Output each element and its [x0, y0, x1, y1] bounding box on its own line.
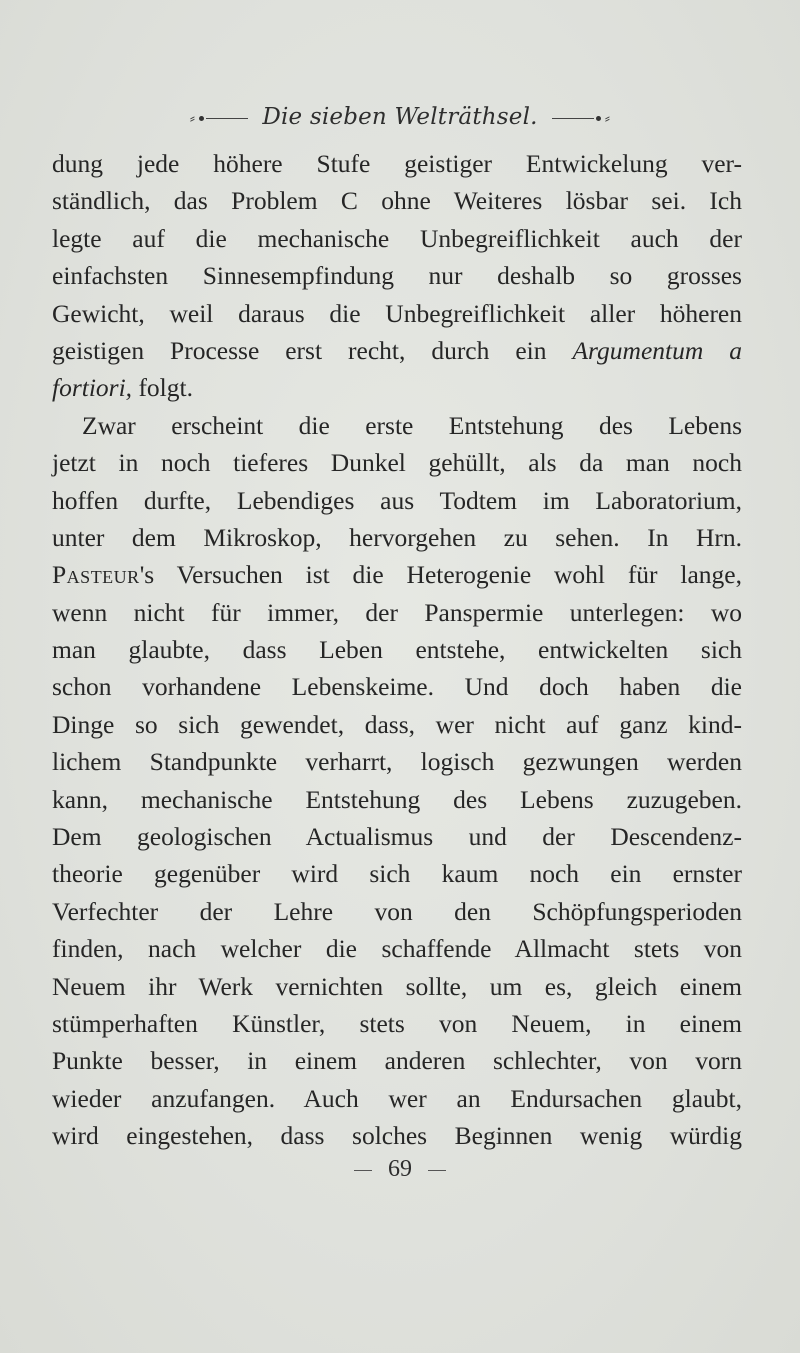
- text-line: unter dem Mikroskop, hervorgehen zu sehen. In Hrn.: [52, 522, 742, 552]
- text-line: Gewicht, weil daraus die Unbegreiflichkeit aller höheren: [52, 298, 742, 328]
- right-ornament-icon: ⸗: [552, 108, 613, 128]
- text-line: hoffen durfte, Lebendiges aus Todtem im Laboratorium,: [52, 485, 742, 515]
- text-line-paragraph-start: Zwar erscheint die erste Entstehung des Lebens: [82, 410, 742, 440]
- text-line: Dinge so sich gewendet, dass, wer nicht auf ganz kind-: [52, 709, 742, 739]
- running-head-title: Die sieben Welträthsel.: [262, 104, 538, 130]
- text-line-with-small-caps: [52, 556, 742, 593]
- text-line-part: geistigen Processe erst recht, durch ein: [52, 335, 547, 365]
- text-line-part: folgt.: [138, 373, 193, 403]
- italic-phrase-end: fortiori,: [52, 373, 133, 403]
- text-line: schon vorhandene Lebenskeime. Und doch haben die: [52, 672, 742, 702]
- text-line-part: 's Versuchen ist die Heterogenie wohl für lange,: [139, 560, 742, 590]
- text-line: einfachsten Sinnesempfindung nur deshalb so grosses: [52, 261, 742, 291]
- text-line: kann, mechanische Entstehung des Lebens zuzugeben.: [52, 784, 742, 814]
- text-line-with-italic: [52, 332, 742, 369]
- text-line: jetzt in noch tieferes Dunkel gehüllt, als da man noch: [52, 448, 742, 478]
- text-line: dung jede höhere Stufe geistiger Entwickelung ver-: [52, 149, 742, 178]
- author-name: Pasteur: [52, 560, 140, 590]
- left-ornament-icon: ⸗: [188, 108, 249, 128]
- text-line: wieder anzufangen. Auch wer an Endursachen glaubt,: [52, 1083, 742, 1113]
- text-line: Neuem ihr Werk vernichten sollte, um es, gleich einem: [52, 971, 742, 1001]
- text-line: lichem Standpunkte verharrt, logisch gezwungen werden: [52, 747, 742, 777]
- text-line: Dem geologischen Actualismus und der Descendenz-: [52, 822, 742, 852]
- text-line-paragraph-end: [52, 369, 742, 406]
- text-line: finden, nach welcher die schaffende Allmacht stets von: [52, 934, 742, 964]
- text-line: Verfechter der Lehre von den Schöpfungsperioden: [52, 896, 742, 926]
- text-line: Punkte besser, in einem anderen schlechter, von vorn: [52, 1046, 742, 1076]
- page-number-footer: [0, 1156, 800, 1183]
- italic-phrase: Argumentum a: [572, 335, 742, 365]
- text-line: legte auf die mechanische Unbegreiflichkeit auch der: [52, 223, 742, 253]
- text-line: stümperhaften Künstler, stets von Neuem, in einem: [52, 1008, 742, 1038]
- text-line: wenn nicht für immer, der Panspermie unterlegen: wo: [52, 597, 742, 627]
- text-line: ständlich, das Problem C ohne Weiteres lösbar sei. Ich: [52, 186, 742, 216]
- running-head: [0, 104, 800, 130]
- text-line: wird eingestehen, dass solches Beginnen wenig würdig: [52, 1121, 742, 1151]
- dash-right: [428, 1170, 446, 1171]
- text-line: man glaubte, dass Leben entstehe, entwickelten sich: [52, 635, 742, 665]
- dash-left: [354, 1170, 372, 1171]
- page-number: 69: [388, 1156, 412, 1182]
- text-line: theorie gegenüber wird sich kaum noch ein ernster: [52, 859, 742, 889]
- body-text: [52, 145, 742, 1155]
